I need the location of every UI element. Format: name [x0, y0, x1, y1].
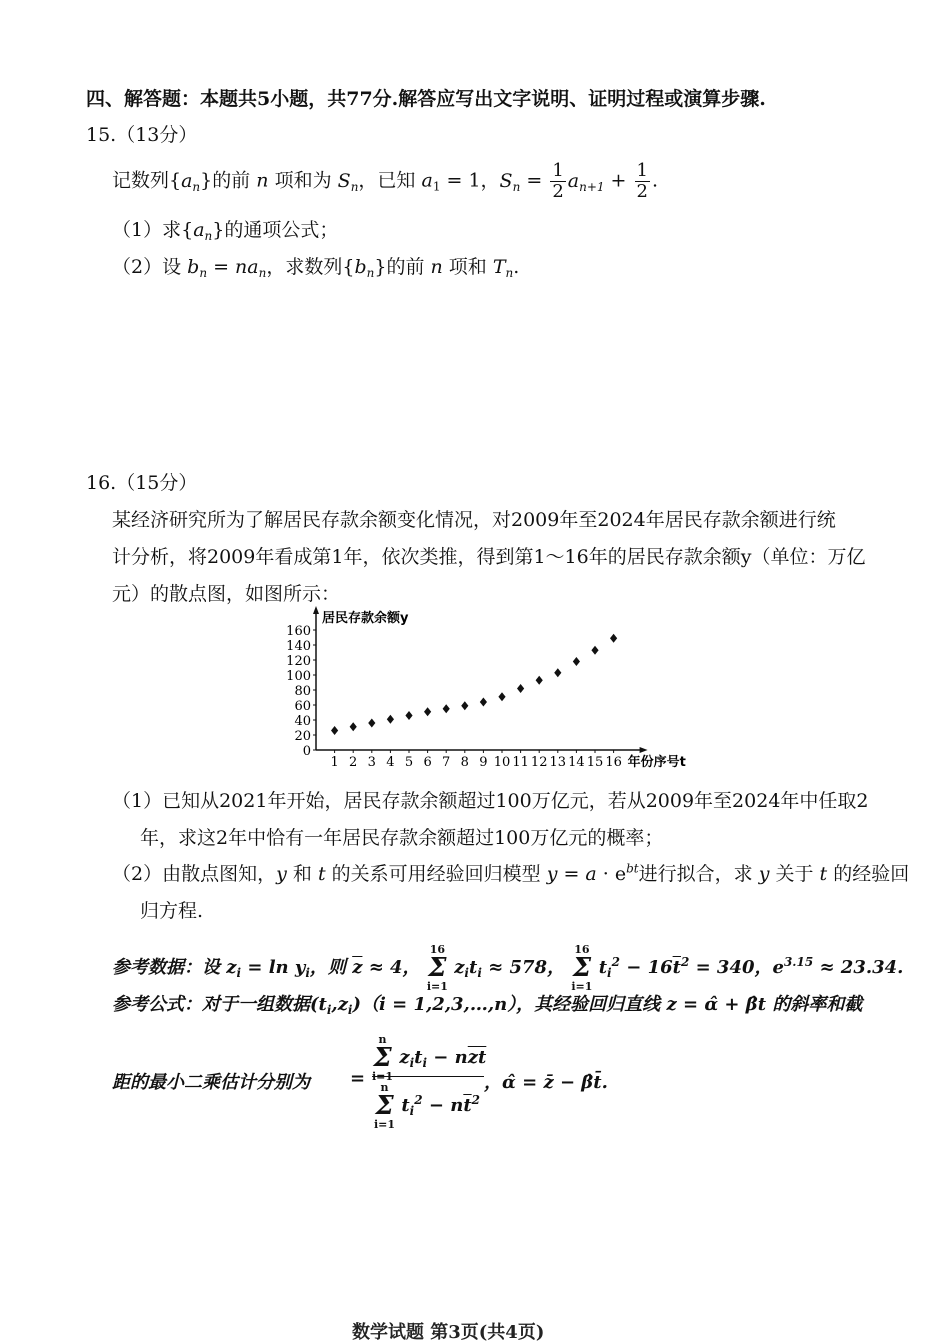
q16-para-line1: 某经济研究所为了解居民存款余额变化情况，对2009年至2024年居民存款余额进行统	[112, 509, 836, 531]
data-point	[405, 711, 412, 720]
ref-formula-line2: 距的最小二乘估计分别为	[112, 1072, 310, 1093]
x-tick-label: 11	[512, 755, 529, 770]
data-point	[480, 698, 487, 707]
y-tick-label: 160	[286, 624, 311, 639]
x-tick-label: 3	[367, 755, 376, 770]
y-tick-label: 140	[286, 639, 311, 654]
section-title: 四、解答题：本题共5小题，共77分.解答应写出文字说明、证明过程或演算步骤.	[86, 88, 766, 110]
data-point	[331, 726, 338, 735]
data-point	[591, 646, 598, 655]
data-point	[387, 715, 394, 724]
q16-part1-line1: （1）已知从2021年开始，居民存款余额超过100万亿元，若从2009年至2024年中任取2	[112, 790, 869, 812]
q15-intro-e: = 1，	[440, 169, 500, 192]
x-tick-label: 2	[349, 755, 358, 770]
data-point	[498, 692, 505, 701]
data-point	[424, 707, 431, 716]
q16-header: 16.（15分）	[86, 472, 198, 494]
y-tick-label: 0	[302, 744, 311, 759]
fraction-bar	[372, 1076, 484, 1077]
q16-part1-line2: 年，求这2年中恰有一年居民存款余额超过100万亿元的概率；	[140, 827, 664, 849]
q15-intro-c: 项和为	[274, 169, 332, 192]
q15-part2: （2）设 $b_n = na_n$，求数列$\{b_n\}$的前 n 项和 $T_n$.	[112, 256, 520, 280]
data-point	[554, 668, 561, 677]
sum-symbol-2: 16 Σ i=1	[571, 943, 593, 993]
x-tick-label: 16	[605, 755, 622, 770]
data-point	[461, 701, 468, 710]
x-tick-label: 12	[530, 755, 548, 770]
x-axis-arrow	[640, 747, 648, 753]
data-point	[517, 684, 524, 693]
ref-formula-line1: 参考公式：对于一组数据$(t_i,z_i)(i$ = 1,2,3,…,n），其经验回归直线 z = α̂ + β̂t 的斜率和截	[112, 994, 863, 1017]
q16-para-line2: 计分析，将2009年看成第1年，依次类推，得到第1～16年的居民存款余额y（单位：万亿	[112, 546, 866, 568]
scatter-chart	[270, 605, 740, 775]
y-tick-label: 80	[294, 684, 311, 699]
q15-intro-b: }的前	[200, 169, 251, 192]
x-tick-label: 10	[493, 755, 511, 770]
x-tick-label: 8	[460, 755, 469, 770]
data-point	[443, 704, 450, 713]
q15-frac-1: $\frac{1}{2}$	[552, 160, 564, 202]
y-axis-arrow	[313, 606, 319, 614]
alpha-formula: ，α̂ = z̄ − β̂t̄.	[484, 1072, 608, 1093]
x-tick-label: 6	[423, 755, 432, 770]
y-tick-label: 40	[294, 714, 311, 729]
q16-part2-line2: 归方程.	[140, 900, 204, 922]
q16-para-line3: 元）的散点图，如图所示：	[112, 583, 341, 605]
q15-intro: 记数列$\{a_n\}$的前 n 项和为 $S_n$，已知 $a_1 = 1$，$S_n$ = $\frac{1}{2}$ $a_{n+1}$ + $\frac{1}{2}$ .	[112, 160, 659, 202]
q15-intro-a: 记数列{	[112, 169, 182, 192]
data-point	[610, 634, 617, 643]
x-tick-label: 9	[479, 755, 488, 770]
x-tick-label: 14	[568, 755, 585, 770]
q15-part1: （1）求$\{a_n\}$的通项公式；	[112, 219, 339, 243]
y-axis-label: 居民存款余额y	[322, 611, 409, 626]
q16-part2-line1: （2）由散点图知，y 和 t 的关系可用经验回归模型 $y = a \cdot e^{bt}$进行拟合，求 y 关于 t 的经验回	[112, 861, 910, 885]
q15-intro-d: ，已知	[358, 169, 416, 192]
data-point	[536, 676, 543, 685]
x-axis-label: 年份序号t	[627, 755, 686, 770]
q15-frac-2: $\frac{1}{2}$	[636, 160, 648, 202]
x-tick-label: 1	[330, 755, 339, 770]
x-tick-label: 5	[404, 755, 414, 770]
x-tick-label: 15	[586, 755, 604, 770]
x-tick-label: 13	[549, 755, 567, 770]
x-tick-label: 4	[386, 755, 395, 770]
ref-formula-denominator: n Σ i=1 $t_i^2 - n\overline{t}^2$	[374, 1081, 480, 1131]
q15-header: 15.（13分）	[86, 124, 198, 146]
sum-symbol-1: 16 Σ i=1	[426, 943, 448, 993]
data-point	[573, 657, 580, 666]
ref-data: 参考数据：设 $z_i = \ln y_i$，则 $\overline{z} \approx 4$， 16 Σ i=1 $z_it_i \approx 578$， 16 Σ i=1 $t_i^2 - 16\overline{t}^2 = 340$，$e^{3.15} \approx 23.34$.	[112, 943, 904, 993]
data-point	[350, 722, 357, 731]
y-tick-label: 120	[286, 654, 311, 669]
y-tick-label: 100	[286, 669, 311, 684]
y-tick-label: 60	[294, 699, 311, 714]
page-footer: 数学试题 第3页(共4页)	[352, 1322, 545, 1343]
data-point	[368, 719, 375, 728]
y-tick-label: 20	[294, 729, 311, 744]
ref-formula-numerator: n Σ i=1 $z_it_i - n\overline{z}\overline{t}$	[372, 1033, 487, 1083]
beta-eq: =	[350, 1068, 366, 1089]
x-tick-label: 7	[442, 755, 451, 770]
